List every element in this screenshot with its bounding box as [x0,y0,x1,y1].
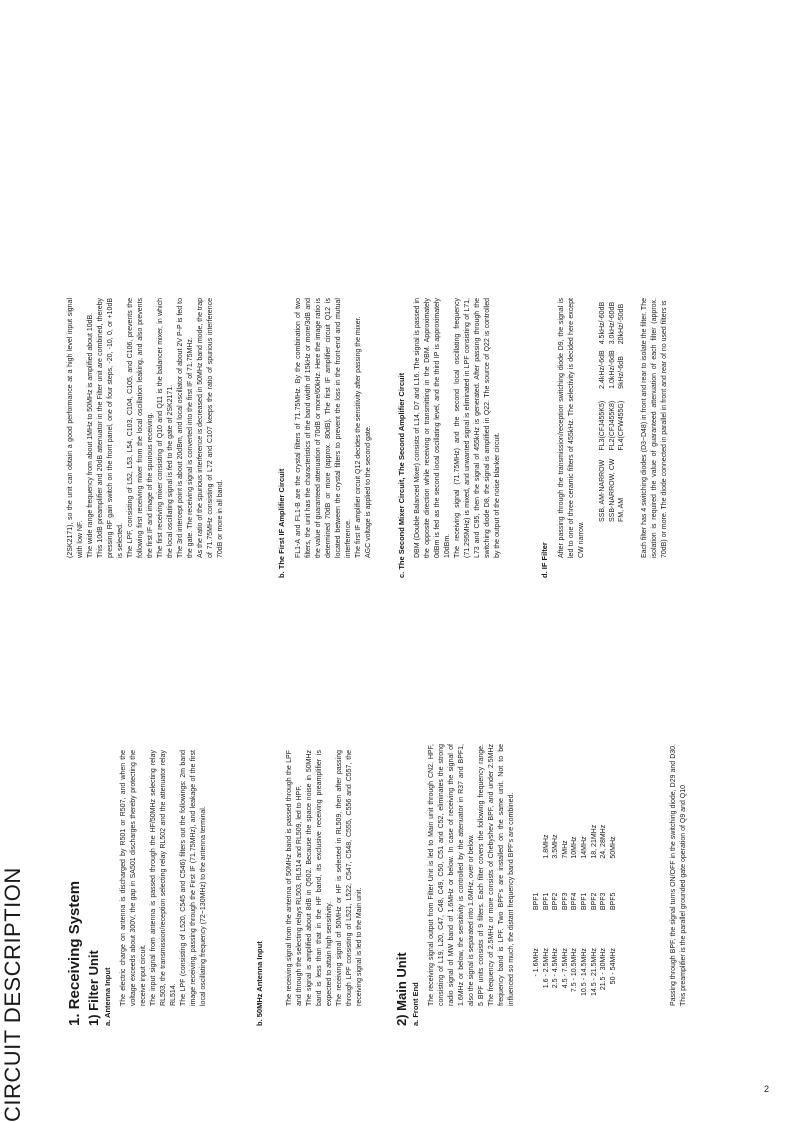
table-cell: 24, 28MHz [600,824,608,859]
paragraph: The first receiving mixer consisting of Q10 and Q11 is the balancer mixer, in which the local oscillating signal is fed to the gate of 2SK2171. [157,298,174,558]
table-row [542,825,552,996]
paragraph: The signal is amplified about 8dB in Q502. Because the space noise in 50MHz band is less than that in the HF band, its exclusive receiving preamplifier is expected to attain high sensitivity. [306,750,333,1006]
table-cell: BPF1 [580,892,588,911]
section-heading-receiving-system: 1. Receiving System [66,880,83,1026]
if-filter-table [598,302,627,522]
table-cell: 10MHz [571,836,579,859]
if-filter-continued-text [640,298,670,558]
table-cell: 1.8MHz [542,834,550,859]
page-title: CIRCUIT DESCRIPTION [0,867,25,1122]
paragraph: The 3rd intercept point is about 20dBm, and local oscillator of about 2V P-P is fed to the gate. The receiving signal is converted into the first IF of 71.75MHz. [177,298,194,558]
table-cell [532,825,542,859]
table-cell: FL4(CFW455G) [618,400,626,451]
table-cell: 7MHz [561,840,569,859]
paragraph: DBM (Double Balanced Mixer) consists of L14, D7 and L16. The signal is passed in the opposite direction while receiving or transmitting in the DBM. Approximately 0dBm is fed as the second local oscillating level, and the third IP is approximately 10dBm. [414,298,451,558]
paragraph: This 10dB preamplifier and 20dB attenuator in the Filter unit are combined, thereby pressing RF gain switch on the front panel, one of four steps, -20, -10, 0, or +10dB is selected. [97,298,124,558]
table-cell: 1.6 - 2.5MHz [542,948,550,989]
table-row [580,825,590,996]
table-cell: - 1.6MHz [533,948,540,977]
front-end-continued-text [669,744,689,1006]
paragraph: The receiving signal output from Filter Unit is led to Main unit through CN2. HPF, consisting of L19, L20, C47, C48, C49, C50, C51 and C52, eliminates the strong radio signal of MW band of 1.6MHz or below. In case of receiving the signal of 1.6MHz or below, the sensitivity is controlled by the attenuator in R37 and BPF1, also the signal is separated into 1.6MHz, over or below. [428,744,475,1006]
table-cell: 3.5MHz [552,834,560,859]
table-cell: 50MHz [609,836,617,859]
table-row [608,302,618,522]
antenna-input-text [119,750,209,1006]
paragraph: After passing through the transmission/reception switching diode D9, the signal is led to one of three ceramic filters of 455kHz. The selectivity is decided here except CW narrow. [558,298,585,558]
table-row [561,825,571,996]
heading-if-filter: d. IF Filter [540,542,549,578]
paragraph: The wide range frequency from about 1MHz to 50MHz is amplified about 10dB. [87,312,94,558]
if-filter-intro-text [557,298,587,558]
table-cell: FM, AM [618,497,626,522]
front-end-right-text [66,298,226,558]
page-number: 2 [764,1084,770,1094]
table-cell: 7.5 - 10.5MHz [571,948,579,993]
paragraph: The receiving signal (71.75MHz) and the second local oscillating frequency (71.295MHz) is mixed, and unwanted signal is eliminated in LPF consisting of L71, L73 and C95, then the signal of 455kHz is generated. After passing through the switching diode D8, the signal is amplified in Q22. The source of Q22 is controlled by the output of the noise blanker circuit. [454,298,501,558]
heading-50mhz-antenna-input: b. 50MHz Antenna Input [255,941,264,1026]
bpf-frequency-table [532,825,618,996]
paragraph: The receiving signal of 50MHz or HF is selected in RL509, then after passing through LPF consisting of L521, L522, C547, C548, C555, C556 and C557, the receiving signal is led to the Main unit. [336,750,363,1006]
table-cell: 2.4kHz/-6dB [599,350,606,389]
table-row [609,825,619,996]
table-cell: 2.5 - 4.5MHz [552,948,560,989]
table-cell: BPF1 [542,892,550,911]
table-cell: BPF2 [590,892,598,911]
paragraph: As the ratio of the spurious interference is decreased in 50MHz band mode, the trap of 71.75MHz consisting of L72 and C107 keeps the ratio of spurious interference 70dB or more in all band. [197,298,224,558]
table-row [599,825,609,996]
paragraph: The LPF, consisting of L52, L53, L54, C103, C104, C105, and C106, prevents the following first receiving mixer from the local oscillation leaking, and also prevents the first IF and image of the spurious receiving. [127,298,154,558]
table-cell: BPF5 [609,892,617,911]
table-cell: 4.5 - 7.5MHz [561,948,569,989]
second-mixer-text [413,298,503,558]
paragraph: 5 BPF units consists of 9 filters. Each filter covers the following frequency range. The frequency of 2.5MHz or more consists of Chebyshev BPF, and under 2.5MHz frequency band is LPF. Two BPF's are installed on the same unit. Not to be influenced so much, the distant frequency band BPF's are combined. [478,744,515,1006]
table-row [551,825,561,996]
fifty-mhz-text [285,750,365,1006]
table-cell: 20kHz/-50dB [618,303,626,345]
heading-front-end: a. Front End [411,982,420,1026]
table-cell: 14.5 - 21.5MHz [590,948,598,996]
table-cell: 4.5kHz/-60dB [599,301,606,345]
table-cell: FL2(CFJ455K8) [608,400,616,451]
table-cell: 9kHz/-6dB [618,356,626,389]
table-cell: BPF3 [561,892,569,911]
table-row [590,825,600,996]
table-cell: 14MHz [580,836,588,859]
heading-second-mixer: c. The Second Mixer Circuit, The Second Amplifier Circuit [397,372,406,578]
subsection-heading-main-unit: 2) Main Unit [394,952,409,1026]
paragraph: The electric charge on antenna is discharged by R501 or R507, and when the voltage exceeds about 300V, the gap in SA501 discharges thereby protecting the receive input circuit. [120,750,147,1006]
table-cell: BPF1 [533,892,540,911]
table-cell: 50 - 54MHz [609,948,617,985]
table-cell: SSB, AM-NARROW [599,459,606,522]
paragraph: The input signal from antenna is passed through the HF/50MHz selecting relay RL503, the transmission/reception selecting relay RL502 and the attenuator relay RL514. [150,750,177,1006]
paragraph: AGC voltage is applied to the second gate. [365,425,372,558]
table-cell: FL3(CFJ455K5) [599,400,606,451]
table-cell: 21.5 - 30MHz [600,948,608,991]
paragraph: Passing through BPF, the signal turns ON/OFF in the switching diode, D29 and D30. This preamplifier is the parallel grounded gate operation of Q9 and Q10 [670,744,687,1006]
paragraph: The receiving signal from the antenna of 50MHz band is passed through the LPF and through the selecting relays RL503, RL514 and RL509, led to HPF. [286,750,303,1006]
paragraph: (2SK2171), so the unit can obtain a good performance at a high level input signal with low NF. [67,298,84,558]
table-cell: BPF2 [552,892,560,911]
subsection-heading-filter-unit: 1) Filter Unit [86,950,101,1026]
table-cell: 10.5 - 14.5MHz [580,948,588,996]
table-row [617,302,627,522]
paragraph: Each filter has 4 switching diodes (D3~D48) in front and rear to isolate the filter. The isolation is required the value of guaranteed attenuation of each filter (approx. 70dB) or more. The diode connected in parallel in front and rear of no used filters is [641,298,668,558]
table-row [570,825,580,996]
table-cell: BPF3 [600,892,608,911]
paragraph: FL1-A and FL1-B are the crystal filters of 71.75MHz. By the combination of two filters, the unit has the characteristics of the band width of 15kHz or more/3dB and the value of guaranteed attenuation of 70dB or more/60kHz. Here the image ratio is determined 70dB or more (approx. 80dB). The first IF amplifier circuit Q12 is located between the crystal filters to prevent the loss in the front-end and mutual interference. [295,298,352,558]
heading-first-if-amplifier: b. The First IF Amplifier Circuit [277,468,286,578]
table-row [532,825,542,996]
first-if-text [294,298,374,558]
table-row [598,302,608,522]
front-end-text [427,744,517,1006]
table-cell: BPF4 [571,892,579,911]
table-cell: 18, 21MHz [590,824,598,859]
table-cell: 3.0kHz/-60dB [608,301,616,345]
paragraph: The first IF amplifier circuit Q12 decides the sensitivity after passing the mixer. [355,316,362,558]
table-cell: 1.0kHz/-6dB [608,350,616,389]
table-cell: SSB-NARROW, CW [608,458,616,522]
paragraph: The LPF (consisting of L520, C545 and C546) filters out the followings: 2m band image receiving, passing through the First IF (71.75MHz), and leakage of the first local oscillating frequency (72~130MHz) to the antenna terminal. [180,750,207,1006]
heading-antenna-input: a. Antenna Input [103,967,112,1026]
